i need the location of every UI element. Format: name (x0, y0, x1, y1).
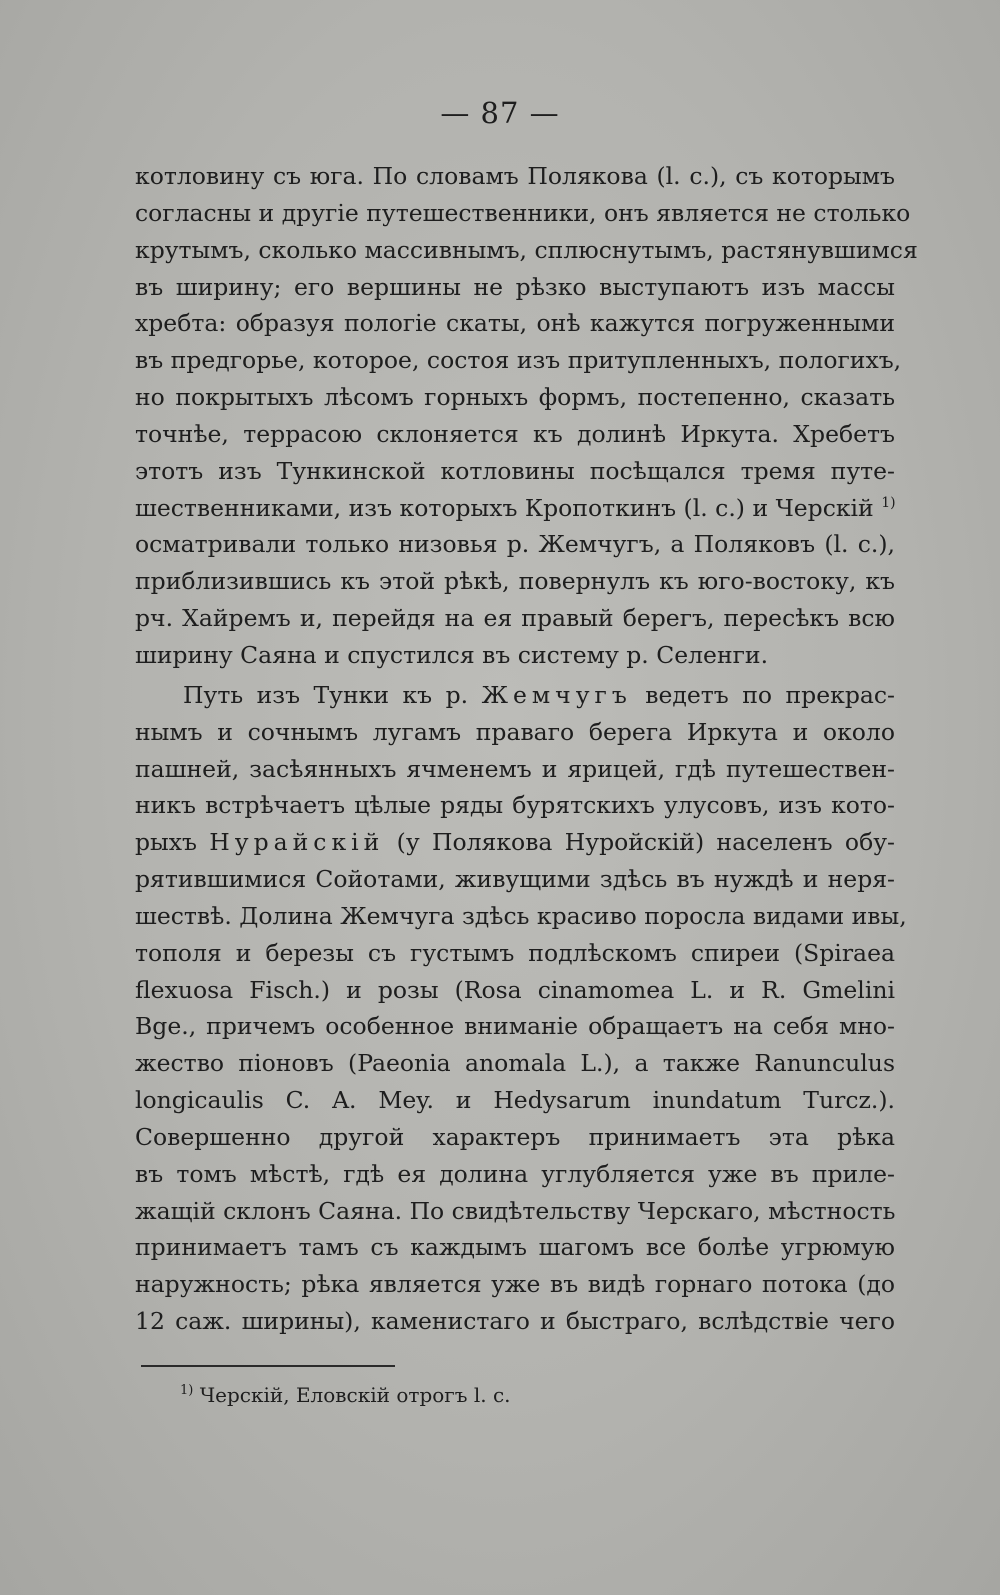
footnote-marker: 1) (180, 1383, 194, 1398)
spaced-emphasis: Нурайскій (209, 828, 385, 857)
paragraph-1 (135, 158, 918, 674)
text-line: согласны и другіе путешественники, онъ является не столько (135, 198, 911, 227)
text-line: приблизившись къ этой рѣкѣ, повернулъ къ юго-востоку, къ (135, 567, 895, 596)
text-line: шествѣ. Долина Жемчуга здѣсь красиво поросла видами ивы, (135, 901, 907, 930)
text-line: этотъ изъ Тункинской котловины посѣщался тремя путе- (135, 456, 895, 485)
text-line-with-spaced-word (135, 677, 895, 714)
text-line: ширину Саяна и спустился въ систему р. Селенги. (135, 640, 769, 669)
text-line: longicaulis C. A. Mey. и Hedysarum inundatum Turcz.). (135, 1086, 895, 1115)
text-line: рятившимися Сойотами, живущими здѣсь въ нуждѣ и неря- (135, 865, 895, 894)
text-line-with-spaced-word (135, 824, 895, 861)
text-line: Bge., причемъ особенное вниманіе обращаетъ на себя мно- (135, 1012, 895, 1041)
text-line: нымъ и сочнымъ лугамъ праваго берега Иркута и около (135, 717, 895, 746)
text-line-part: шественниками, изъ которыхъ Кропоткинъ (l. c.) и Черскій (135, 493, 874, 522)
text-line: въ предгорье, которое, состоя изъ притупленныхъ, пологихъ, (135, 346, 902, 375)
text-line: въ ширину; его вершины не рѣзко выступаютъ изъ массы (135, 272, 895, 301)
text-line-with-footnote-ref (135, 490, 895, 527)
text-line-part: рыхъ (135, 828, 210, 857)
text-line: пашней, засѣянныхъ ячменемъ и ярицей, гдѣ путешествен- (135, 754, 895, 783)
text-line: никъ встрѣчаетъ цѣлые ряды бурятскихъ улусовъ, изъ кото- (135, 791, 895, 820)
text-line: Совершенно другой характеръ принимаетъ эта рѣка (135, 1122, 895, 1151)
footnote-ref-marker: 1) (881, 494, 896, 511)
text-line: но покрытыхъ лѣсомъ горныхъ формъ, постепенно, сказать (135, 383, 895, 412)
text-line: въ томъ мѣстѣ, гдѣ ея долина углубляется уже въ приле- (135, 1159, 895, 1188)
text-line: жество піоновъ (Paeonia anomala L.), а также Ranunculus (135, 1049, 895, 1078)
text-line: крутымъ, сколько массивнымъ, сплюснутымъ, растянувшимся (135, 235, 918, 264)
text-line-part: Путь изъ Тунки къ р. (183, 680, 482, 709)
paragraph-2 (135, 677, 907, 1340)
text-line: котловину съ юга. По словамъ Полякова (l. c.), съ которымъ (135, 162, 895, 190)
text-line: принимаетъ тамъ съ каждымъ шагомъ все болѣе угрюмую (135, 1233, 895, 1262)
text-line: жащій склонъ Саяна. По свидѣтельству Черскаго, мѣстность (135, 1196, 896, 1225)
text-line: рч. Хайремъ и, перейдя на ея правый берегъ, пересѣкъ всю (135, 604, 895, 633)
text-line: хребта: образуя пологіе скаты, онѣ кажутся погруженными (135, 309, 895, 338)
footnote (180, 1383, 511, 1407)
text-line: наружность; рѣка является уже въ видѣ горнаго потока (до (135, 1270, 895, 1299)
text-line: 12 саж. ширины), каменистаго и быстраго, вслѣдствіе чего (135, 1307, 895, 1336)
spaced-emphasis: Жемчугъ (481, 680, 632, 709)
text-line-part: (у Полякова Нуройскій) населенъ обу- (384, 828, 895, 857)
text-line: flexuosa Fisch.) и розы (Rosa cinamomea L. и R. Gmelini (135, 975, 895, 1004)
page-number: — 87 — (440, 96, 560, 130)
body-text (135, 158, 918, 1340)
footnote-divider (141, 1365, 395, 1367)
footnote-text: Черскій, Еловскій отрогъ l. c. (199, 1383, 511, 1407)
text-line: точнѣе, террасою склоняется къ долинѣ Иркута. Хребетъ (135, 419, 895, 448)
text-line-part: ведетъ по прекрас- (631, 680, 895, 709)
text-line: тополя и березы съ густымъ подлѣскомъ спиреи (Spiraea (135, 938, 895, 967)
text-line: осматривали только низовья р. Жемчугъ, а Поляковъ (l. c.), (135, 530, 895, 559)
